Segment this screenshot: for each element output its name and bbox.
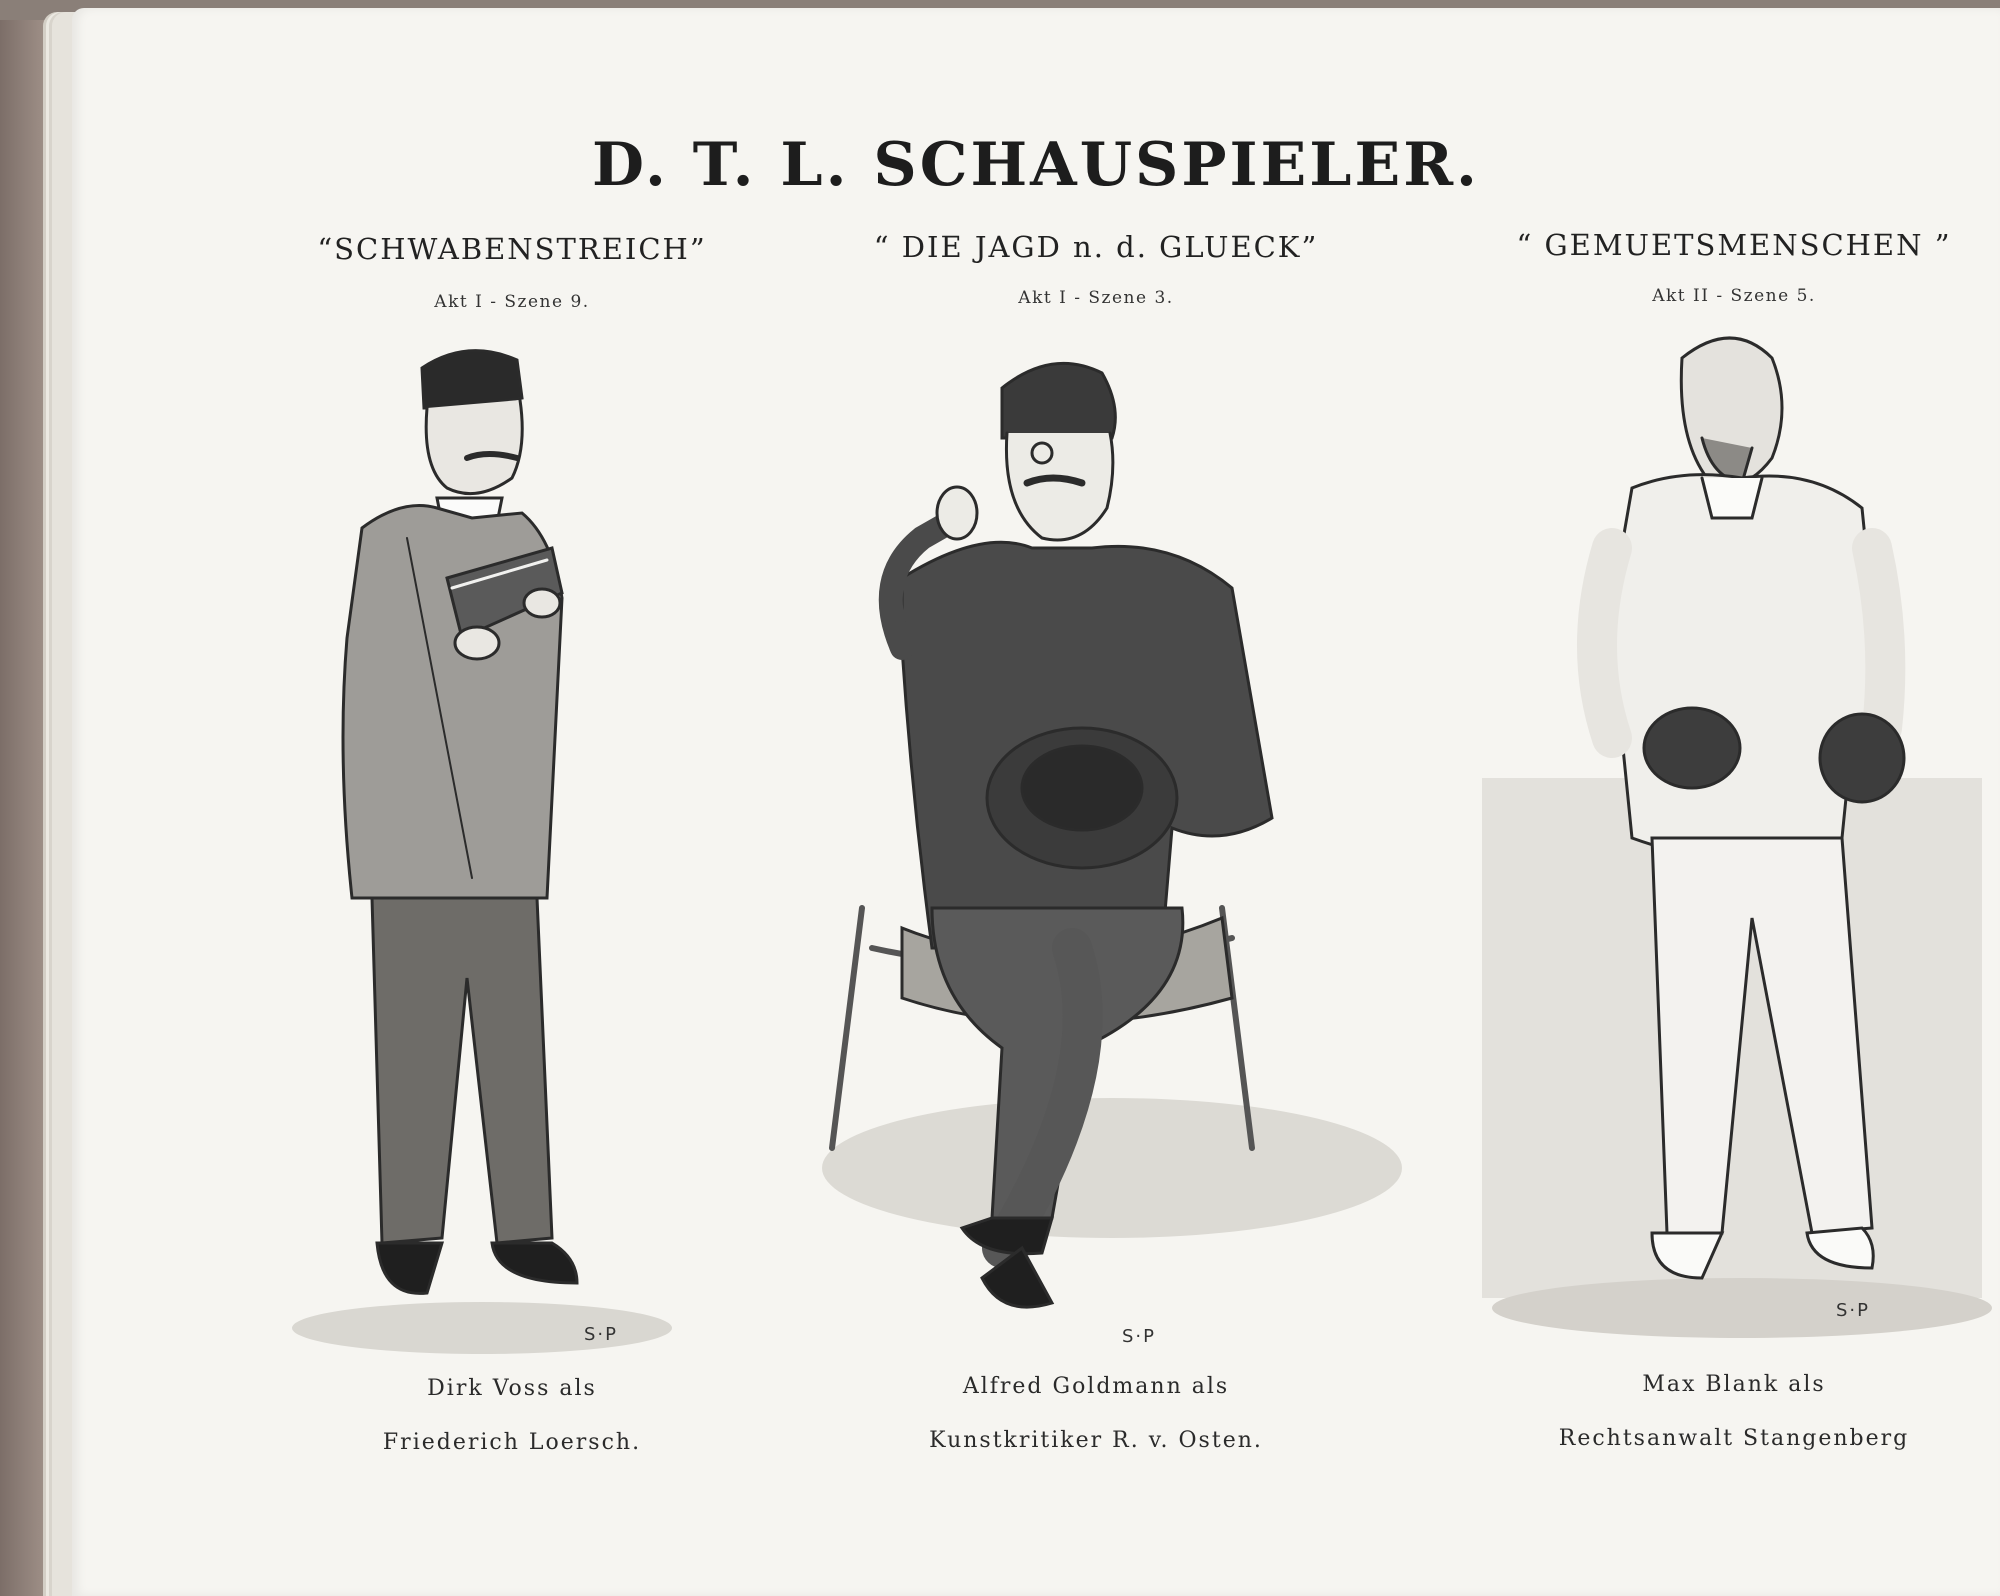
caption-name-1: Dirk Voss als [427,1376,597,1401]
album-page [72,8,2000,1596]
illustration-seated-man-with-hat [752,348,1412,1338]
play-title-die-jagd: “ DIE JAGD n. d. GLUECK” [873,230,1319,264]
play-title-gemuetsmenschen: “ GEMUETSMENSCHEN ” [1516,228,1952,262]
scene-label-2: Akt I - Szene 3. [1018,288,1174,308]
artist-signature-2: S·P [1122,1326,1157,1347]
illustration-boxer-with-gloves [1452,318,2000,1348]
caption-role-2: Kunstkritiker R. v. Osten. [929,1428,1263,1453]
play-title-schwabenstreich: “SCHWABENSTREICH” [317,232,707,266]
scene-label-3: Akt II - Szene 5. [1652,286,1816,306]
scene-label-1: Akt I - Szene 9. [434,292,590,312]
artist-signature-3: S·P [1836,1300,1871,1321]
page-title: D. T. L. SCHAUSPIELER. [592,130,1480,200]
caption-role-3: Rechtsanwalt Stangenberg [1558,1426,1910,1451]
illustration-man-reading-book [232,338,682,1368]
artist-signature-1: S·P [584,1324,619,1345]
caption-name-3: Max Blank als [1642,1372,1826,1397]
caption-name-2: Alfred Goldmann als [962,1374,1230,1399]
caption-role-1: Friederich Loersch. [382,1430,642,1455]
